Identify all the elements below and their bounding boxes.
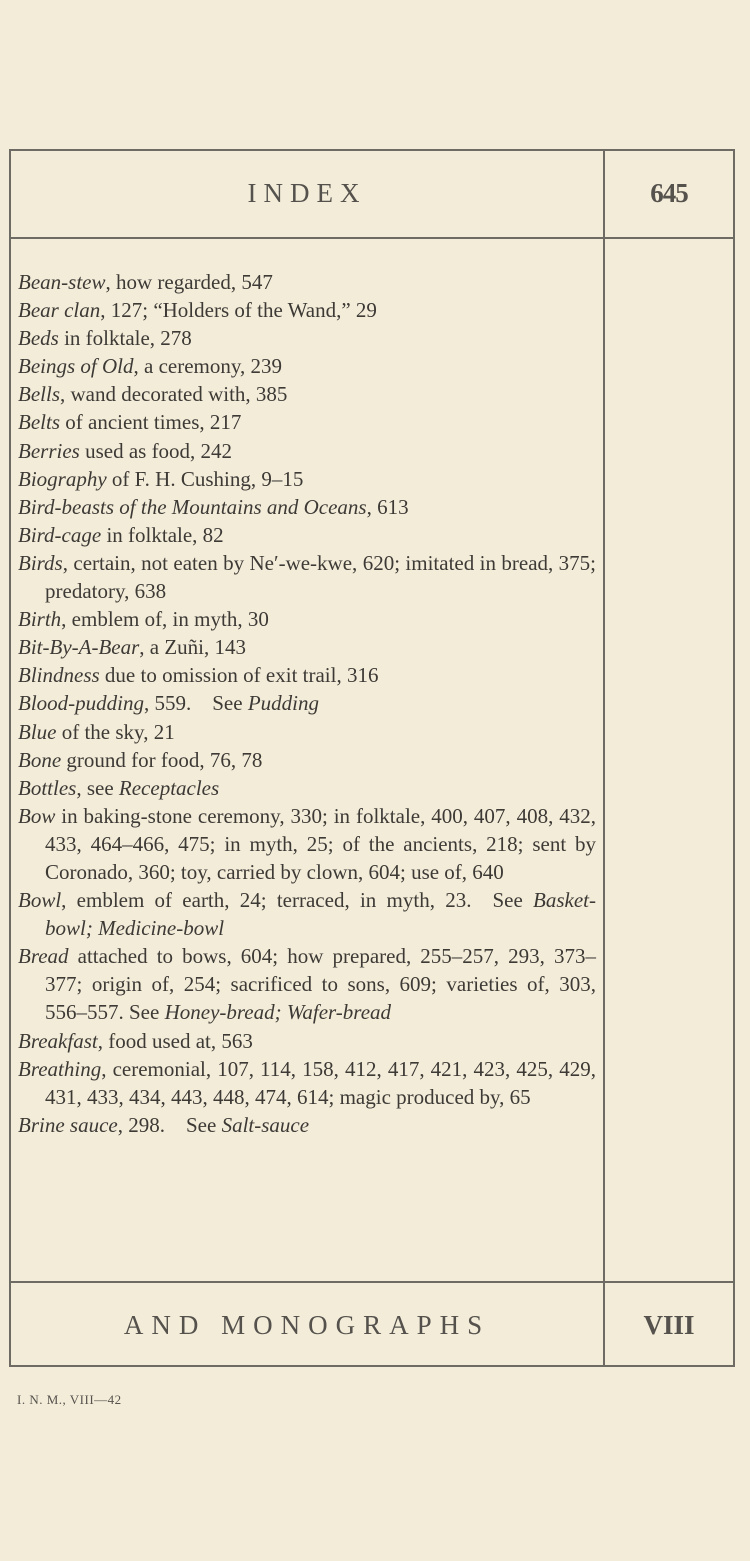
index-entry bbox=[18, 802, 596, 886]
index-entry bbox=[18, 268, 596, 296]
index-entry bbox=[18, 296, 596, 324]
column-divider bbox=[603, 149, 605, 1367]
index-entry bbox=[18, 408, 596, 436]
see-reference: Salt-sauce bbox=[221, 1112, 310, 1137]
index-entry bbox=[18, 605, 596, 633]
index-entry bbox=[18, 1027, 596, 1055]
index-locators: , see bbox=[76, 775, 119, 800]
index-term: Beds bbox=[18, 326, 59, 351]
index-locators: , 127; “Holders of the Wand,” 29 bbox=[100, 298, 377, 323]
see-reference: Pudding bbox=[247, 691, 319, 716]
index-locators: , how regarded, 547 bbox=[105, 270, 273, 294]
index-term: Breakfast bbox=[18, 1028, 98, 1053]
index-term: Blindness bbox=[18, 663, 100, 688]
index-locators: of the sky, 21 bbox=[56, 719, 175, 744]
index-entry bbox=[18, 774, 596, 802]
index-entry bbox=[18, 465, 596, 493]
index-locators: , emblem of earth, 24; terraced, in myth, 23. See bbox=[61, 888, 534, 913]
index-locators: , a ceremony, 239 bbox=[133, 354, 282, 379]
running-foot-title: AND MONOGRAPHS bbox=[123, 1309, 491, 1340]
index-entry bbox=[18, 886, 596, 942]
index-locators: , emblem of, in myth, 30 bbox=[61, 607, 269, 632]
index-locators: in folktale, 82 bbox=[101, 522, 224, 547]
index-locators: of F. H. Cushing, 9–15 bbox=[106, 466, 304, 491]
index-term: Belts bbox=[18, 410, 60, 435]
see-reference: Honey-bread; Wafer-bread bbox=[164, 1000, 392, 1025]
running-head-title: INDEX bbox=[247, 178, 367, 208]
index-entry bbox=[18, 661, 596, 689]
index-locators: , wand decorated with, 385 bbox=[60, 382, 288, 407]
index-locators: in baking-stone ceremony, 330; in folktale, 400, 407, 408, 432, 433, 464–466, 475; in myth, 25; of the ancients, 218; sent by Coronado, 360; toy, carried by clown, 604; use of, 640 bbox=[45, 803, 596, 884]
index-entry bbox=[18, 352, 596, 380]
index-entry bbox=[18, 1111, 596, 1139]
index-term: Bear clan bbox=[18, 298, 101, 323]
see-reference: Basket-bowl; Medicine-bowl bbox=[45, 888, 596, 941]
index-term: Bottles bbox=[18, 775, 77, 800]
index-locators: due to omission of exit trail, 316 bbox=[99, 663, 379, 688]
index-locators: used as food, 242 bbox=[79, 438, 233, 463]
index-entry bbox=[18, 437, 596, 465]
index-entry bbox=[18, 746, 596, 774]
index-entry bbox=[18, 380, 596, 408]
index-term: Bone bbox=[18, 747, 62, 772]
index-term: Beings of Old bbox=[18, 354, 134, 379]
index-entry bbox=[18, 633, 596, 661]
index-locators: ground for food, 76, 78 bbox=[61, 747, 263, 772]
index-term: Birds bbox=[18, 550, 63, 575]
index-entry bbox=[18, 521, 596, 549]
index-term: Bowl bbox=[18, 888, 62, 913]
index-term: Bird-beasts of the Mountains and Oceans bbox=[18, 494, 367, 519]
index-locators: , certain, not eaten by Ne′-we-kwe, 620; imitated in bread, 375; predatory, 638 bbox=[45, 550, 596, 604]
index-term: Breathing bbox=[18, 1056, 102, 1081]
index-term: Bean-stew bbox=[18, 270, 106, 294]
index-term: Bit-By-A-Bear bbox=[18, 635, 140, 660]
index-term: Blue bbox=[18, 719, 57, 744]
index-entry bbox=[18, 1055, 596, 1111]
index-term: Bread bbox=[18, 944, 69, 969]
index-entry bbox=[18, 493, 596, 521]
index-locators: , 559. See bbox=[144, 691, 248, 716]
index-term: Bird-cage bbox=[18, 522, 102, 547]
index-entry bbox=[18, 689, 596, 717]
signature-mark: I. N. M., VIII—42 bbox=[17, 1392, 122, 1407]
index-entries bbox=[18, 268, 596, 1139]
index-entry bbox=[18, 718, 596, 746]
index-locators: , ceremonial, 107, 114, 158, 412, 417, 421, 423, 425, 429, 431, 433, 434, 443, 448, 474, 614; magic produced by, 65 bbox=[45, 1056, 596, 1109]
index-entry bbox=[18, 324, 596, 352]
index-term: Birth bbox=[18, 607, 62, 632]
index-locators: , 613 bbox=[366, 494, 409, 519]
volume-number: VIII bbox=[643, 1309, 695, 1340]
index-term: Biography bbox=[18, 466, 107, 491]
index-locators: attached to bows, 604; how prepared, 255–257, 293, 373–377; origin of, 254; sacrificed to sons, 609; varieties of, 303, 556–557. See bbox=[45, 944, 596, 1025]
index-term: Brine sauce bbox=[18, 1112, 118, 1137]
see-reference: Receptacles bbox=[118, 775, 220, 800]
index-entry bbox=[18, 942, 596, 1026]
index-term: Bells bbox=[18, 382, 60, 407]
index-term: Bow bbox=[18, 803, 56, 828]
index-term: Blood-pudding bbox=[18, 691, 144, 716]
index-locators: , 298. See bbox=[117, 1112, 222, 1137]
index-entry bbox=[18, 549, 596, 605]
page-number: 645 bbox=[650, 178, 688, 208]
header-rule bbox=[9, 237, 735, 239]
index-locators: , food used at, 563 bbox=[97, 1028, 253, 1053]
index-locators: , a Zuñi, 143 bbox=[139, 635, 247, 660]
index-term: Berries bbox=[18, 438, 80, 463]
index-locators: in folktale, 278 bbox=[58, 326, 192, 351]
index-locators: of ancient times, 217 bbox=[60, 410, 242, 435]
